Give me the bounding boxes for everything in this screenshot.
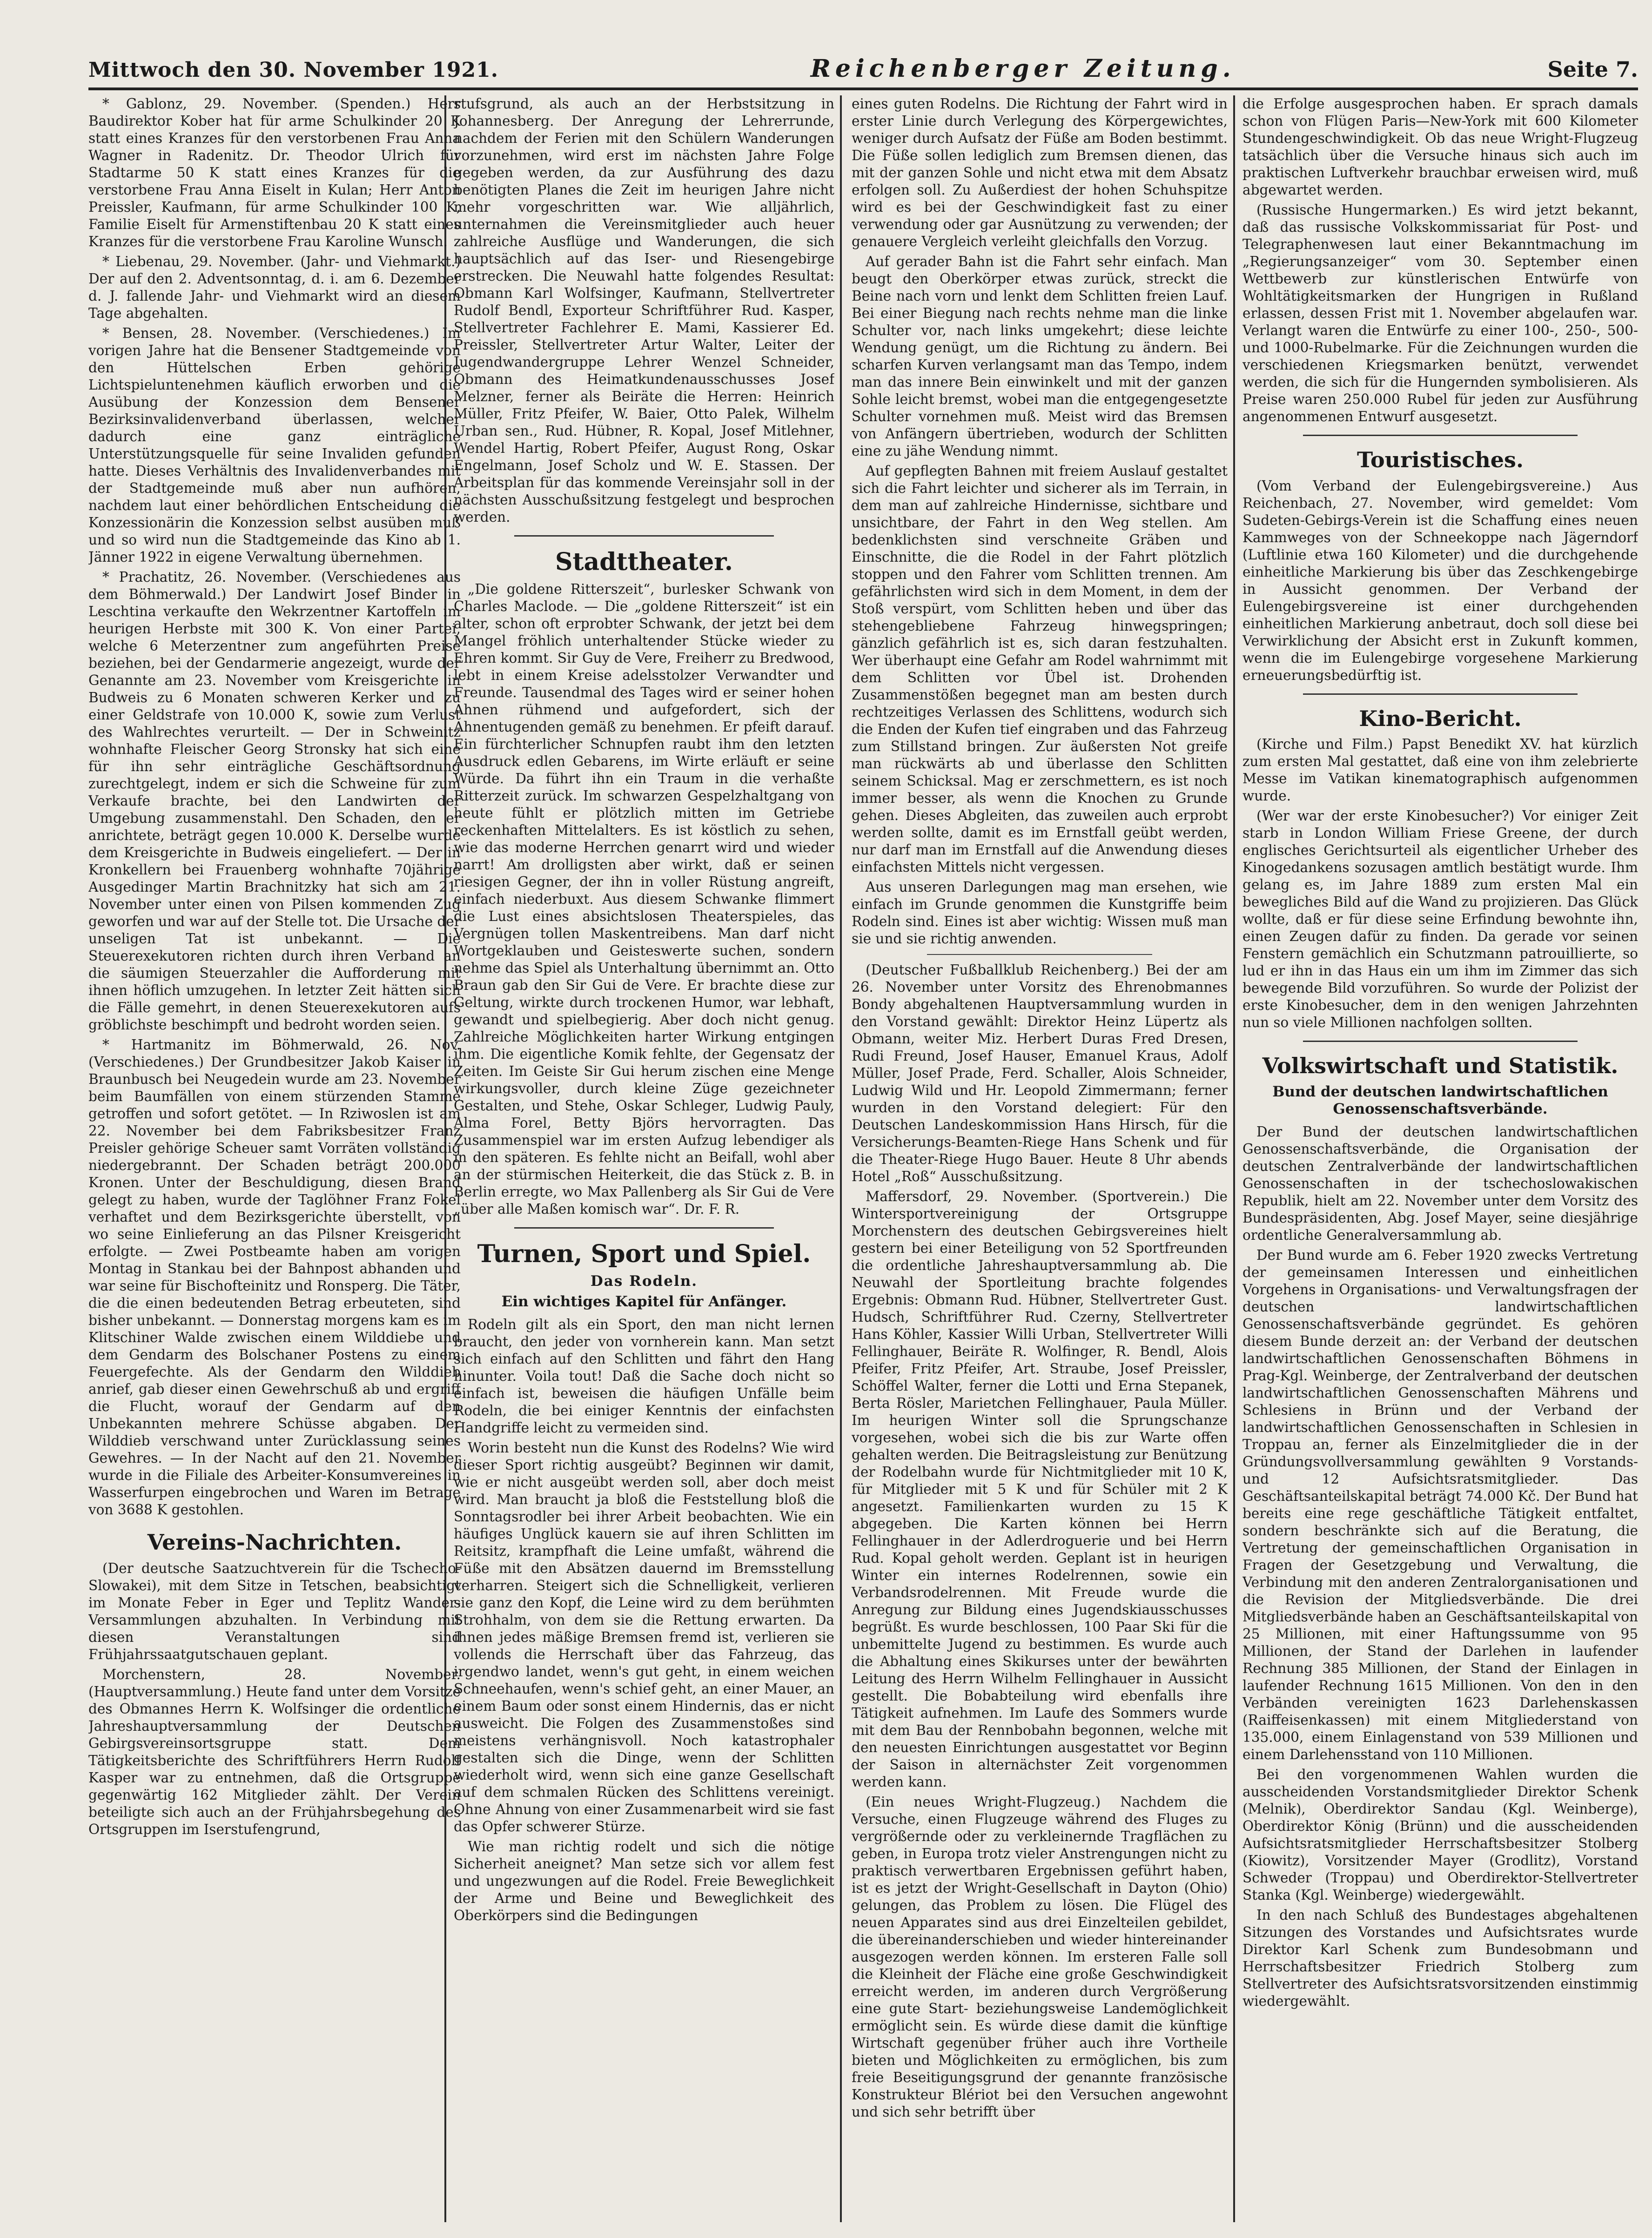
article-prachatitz: * Prachatitz, 26. November. (Verschiedenes aus dem Böhmerwald.) Der Landwirt Josef Binder in Leschtina verkaufte den Wekrzentner Kartoffeln im heurigen Herbste mit 300 K. Von einer Partei, welche 6 Meterzentner zum angeführten Preise beziehen, bei der Gendarmerie angezeigt, wurde der Genannte am 23. November vom Kreisgerichte in Budweis zu 6 Monaten schweren Kerker und zu einer Geldstrafe von 10.000 K, sowie zum Verlust des Wahlrechtes verurteilt. — Der in Schweinitz wohnhafte Fleischer Georg Stronsky hat sich eine für ihn sehr einträgliche Geschäftsordnung zurechtgelegt, indem er sich die Schweine für zum Verkaufe brachte, bei den Landwirten der Umgebung zusammenstahl. Den Schaden, den er anrichtete, beträgt gegen 10.000 K. Derselbe wurde dem Kreisgerichte in Budweis eingeliefert. — Der in Kronkellern bei Frauenberg wohnhafte 70jährige Ausgedinger Martin Brachnitzky hat sich am 21. November unter einen von Pilsen kommenden Zug geworfen und war auf der Stelle tot. Die Ursache der unseligen Tat ist unbekannt. — Die Steuerexekutoren richten durch ihren Verband an die säumigen Steuerzahler die Aufforderung mit ihnen höflich umzugehen. In letzter Zeit hätten sich die Fälle gemehrt, in denen Steuerexekutoren aufs gröblichste beschimpft und bedroht worden seien. (88, 569, 461, 1033)
article-rodeln-p1: Rodeln gilt als ein Sport, den man nicht lernen braucht, den jeder von vornherein kann. Man setzt sich einfach auf den Schlitten und fährt den Hang hinunter. Voila tout! Daß die Sache doch nicht so einfach ist, beweisen die häufigen Unfälle beim Rodeln, die bei einiger Kenntnis der einfachsten Handgriffe leicht zu vermeiden sind. (454, 1316, 834, 1436)
article-eulengebirge: (Vom Verband der Eulengebirgsvereine.) Aus Reichenbach, 27. November, wird gemeldet: Vom Sudeten-Gebirgs-Verein ist die Schaffung eines neuen Kammweges von der Schneekoppe nach Jägerndorf (Luftlinie etwa 160 Kilometer) und die durchgehende einheitliche Markierung bis über das Zeschkengebirge in Aussicht genommen. Der Verband der Eulengebirgsvereine ist einer durchgehenden einheitlichen Markierung anbetraut, doch soll diese bei Verwirklichung der Absicht erst in Zukunft kommen, wenn die im Eulengebirge vorgesehene Markierung erneuerungsbedürftig ist. (1242, 477, 1638, 683)
article-rodeln-p6: Aus unseren Darlegungen mag man ersehen, wie einfach im Grunde genommen die Kunstgriffe beim Rodeln sind. Eines ist aber wichtig: Wissen muß man sie und sie richtig anwenden. (852, 879, 1228, 947)
section-heading-kino: Kino-Bericht. (1359, 706, 1522, 731)
section-heading-vereins: Vereins-Nachrichten. (147, 1530, 402, 1555)
article-saatzuchtverein: (Der deutsche Saatzuchtverein für die Tschecho-Slowakei), mit dem Sitze in Tetschen, beabsichtigt im Monate Feber in Eger und Teplitz Wander-Versammlungen abzuhalten. In Verbindung mit diesen Veranstaltungen sind Frühjahrssaatgutschauen geplant. (88, 1560, 461, 1662)
column-2 (454, 95, 834, 2218)
article-bund-p4: In den nach Schluß des Bundestages abgehaltenen Sitzungen des Vorstandes und Aufsichtsrates wurde Direktor Karl Schenk zum Bundesobmann und Herrschaftsbesitzer Friedrich Stolberg zum Stellvertreter des Aufsichtsratsvorsitzenden einstimmig wiedergewählt. (1242, 1907, 1638, 2009)
article-bund-p2: Der Bund wurde am 6. Feber 1920 zwecks Vertretung der gemeinsamen Interessen und einheitlichen Vorgehens in Organisations- und Verwaltungsfragen der deutschen landwirtschaftlichen Genossenschaftsverbände gegründet. Es gehören diesem Bunde derzeit an: der Verband der deutschen landwirtschaftlichen Genossenschaften Böhmens in Prag-Kgl. Weinberge, der Zentralverband der deutschen landwirtschaftlichen Genossenschaften Mährens und Schlesiens in Brünn und der Verband der landwirtschaftlichen Genossenschaften in Schlesien in Troppau an, ferner als Einzelmitglieder die in der Gründungsvollversammlung gewählten 9 Vorstands- und 12 Aufsichtsratsmitglieder. Das Geschäftsanteilskapital beträgt 74.000 Kč. Der Bund hat bereits eine rege geschäftliche Tätigkeit entfaltet, sondern beschränkte sich auf die Beratung, die Vertretung der gemeinschaftlichen Organisation in Fragen der Gesetzgebung und Verwaltung, die Verbindung mit den anderen Zentralorganisationen und die Revision der Mitgliedsverbände. Die drei Mitgliedsverbände haben an Geschäftsanteilskapital von 25 Millionen, mit einer Haftungssumme von 95 Millionen, der Stand der Darlehen in laufender Rechnung 385 Millionen, der Stand der Einlagen in laufender Rechnung 1615 Millionen. Von den in den Verbänden vereinigten 1623 Darlehenskassen (Raiffeisenkassen) mit einem Mitgliederstand von 135.000, einem Einlagenstand von 539 Millionen und einem Darlehensstand von 110 Millionen. (1242, 1247, 1638, 1763)
article-liebenau: * Liebenau, 29. November. (Jahr- und Viehmarkt.) Der auf den 2. Adventsonntag, d. i. am 6. Dezember d. J. fallende Jahr- und Viehmarkt wird an diesem Tage abgehalten. (88, 254, 461, 321)
column-rule (840, 95, 842, 2222)
article-rodeln-cont: eines guten Rodelns. Die Richtung der Fahrt wird in erster Linie durch Verlegung des Körpergewichtes, weniger durch Aufsatz der Füße am Boden bestimmt. Die Füße sollen lediglich zum Bremsen dienen, das mit der ganzen Sohle und nicht etwa mit dem Absatz erfolgen soll. Zu Außerdiest der hohen Schuhspitze wird es bei der Geschwindigkeit fast zu einer verwendung oder gar Ausnützung zu verwenden; der genauere Vergleich verleiht gleichfalls den Vorzug. (852, 96, 1228, 249)
divider (927, 954, 1153, 955)
article-gablonz: * Gablonz, 29. November. (Spenden.) Herr Baudirektor Kober hat für arme Schulkinder 20 K statt eines Kranzes für den verstorbenen Frau Anna Wagner in Radenitz. Dr. Theodor Ulrich für Stadtarme 50 K statt eines Kranzes für die verstorbene Frau Anna Eiselt in Kulan; Herr Anton Preissler, Kaufmann, für arme Schulkinder 100 K, Familie Eiselt für Armenstiftenbau 20 K statt eines Kranzes für die verstorbene Frau Karoline Wunsch. (88, 96, 461, 249)
newspaper-title: Reichenberger Zeitung. (810, 54, 1236, 83)
section-heading-sport: Turnen, Sport und Spiel. (477, 1240, 811, 1269)
page-number: Seite 7. (1547, 57, 1638, 82)
article-rodeln-p5: Auf gepflegten Bahnen mit freiem Auslauf gestaltet sich die Fahrt leichter und sicherer als im Terrain, in dem man auf zahlreiche Hindernisse, sichtbare und unsichtbare, der Fahrt in den Weg stellen. Am bedenklichsten sind verschneite Gräben und Einschnitte, die die Rodel in der Fahrt plötzlich stoppen und den Fahrer vom Schlitten trennen. Am gefährlichsten wird sich in dem Moment, in dem der Stoß verspürt, vom Schlitten heben und über das stehengebliebene Fahrzeug hinwegspringen; gänzlich gefährlich ist es, sich daran festzuhalten. Wer überhaupt eine Gefahr am Rodel wahrnimmt mit dem Schlitten vor Übel ist. Drohenden Zusammenstößen begegnet man am besten durch rechtzeitiges Verlassen des Schlittens, wodurch sich die Enden der Kufen tief eingraben und das Fahrzeug zum Stillstand bringen. Zur äußersten Not greife man rückwärts ab und überlasse den Schlitten seinem Schicksal. Mag er zerschmettern, es ist noch immer besser, als wenn die Knochen zu Grunde gehen. Dieses Abgleiten, das zuweilen auch erprobt werden sollte, damit es im Ernstfall geübt werden, nur darf man im Ernstfall auf die Anwendung dieses einfachsten Mittels nicht vergessen. (852, 463, 1228, 875)
article-hungermarken: (Russische Hungermarken.) Es wird jetzt bekannt, daß das russische Volkskommissariat für Post- und Telegraphenwesen laut einer Bekanntmachung im „Regierungsanzeiger“ vom 30. September einen Wettbewerb zur künstlerischen Entwürfe von Wohltätigkeitsmarken der Hungrigen in Rußland erlassen, dessen Frist mit 1. November abgelaufen war. Verlangt waren die Entwürfe zu einer 100-, 250-, 500- und 1000-Rubelmarke. Für die Zeichnungen wurden die verschiedenen Kriegsmarken benützt, verwendet werden, die sich für die Hungernden symbolisieren. Als Preise waren 250.000 Rubel für jeden zur Ausführung angenommenen Entwurf ausgesetzt. (1242, 202, 1638, 424)
article-bund-p3: Bei den vorgenommenen Wahlen wurden die ausscheidenden Vorstandsmitglieder Direktor Schenk (Melnik), Oberdirektor Sandau (Kgl. Weinberge), Oberdirektor König (Brünn) und die ausscheidenden Aufsichtsratsmitglieder Herrschaftsbesitzer Stolberg (Kiowitz), Vorsitzender Mayer (Grodlitz), Vorstand Schweder (Troppau) und Oberdirektor-Stellvertreter Stanka (Kgl. Weinberge) wiedergewählt. (1242, 1767, 1638, 1903)
article-title-rodeln: Das Rodeln. (590, 1273, 698, 1290)
article-title-bund: Bund der deutschen landwirtschaftlichen Genossenschaftsverbände. (1272, 1083, 1608, 1117)
article-bensen: * Bensen, 28. November. (Verschiedenes.) Im vorigen Jahre hat die Bensener Stadtgemeinde von den Hüttelschen Erben gehörige Lichtspieluntenehmen käuflich erworben und die Ausübung der Konzession dem Bensener Bezirksinvalidenverband überlassen, welcher dadurch eine ganz einträgliche Unterstützungsquelle für seine Invaliden gefunden hatte. Dieses Verhältnis des Invalidenverbandes mit der Stadtgemeinde muß aber nun aufhören, nachdem laut einer behördlichen Entscheidung die Konzessionärin die Konzession selbst ausüben muß und so wird nun die Stadtgemeinde das Kino ab 1. Jänner 1922 in eigene Verwaltung übernehmen. (88, 325, 461, 565)
article-hartmanitz: * Hartmanitz im Böhmerwald, 26. Nov. (Verschiedenes.) Der Grundbesitzer Jakob Kaiser in Braunbusch bei Neugedein wurde am 23. November beim Baumfällen von einem stürzenden Stamme getroffen und sofort getötet. — In Rziwoslen ist am 22. November bei dem Fabriksbesitzer Franz Preisler gehörige Scheuer samt Vorräten vollständig niedergebrannt. Der Schaden beträgt 200.000 Kronen. Unter der Beschuldigung, diesen Brand gelegt zu haben, wurde der Taglöhner Franz Fokel verhaftet und dem Bezirksgerichte überstellt, von wo seine Einlieferung an das Pilsner Kreisgericht erfolgte. — Zwei Postbeamte haben am vorigen Montag in Stankau bei der Bahnpost abhanden und war seine für Bischofteinitz und Ronsperg. Die Täter, die die einen bedeutenden Betrag erbeuteten, sind bisher unbekannt. — Donnerstag morgens kam es im Klitschiner Walde zwischen einem Wilddiebe und dem Gendarm des Bolschaner Postens zu einem Feuergefechte. Als der Gendarm den Wilddieb anrief, gab dieser einen Gewehrschuß ab und ergriff die Flucht, worauf der Gendarm auf den Unbekannten mehrere Schüsse abgaben. Der Wilddieb verschwand unter Zurücklassung seines Gewehres. — In der Nacht auf den 21. November wurde in die Filiale des Arbeiter-Konsumvereines in Wasserfurpen eingebrochen und Waren im Betrage von 3688 K gestohlen. (88, 1037, 461, 1518)
article-gebirgsverein-cont: stufsgrund, als auch an der Herbstsitzung in Johannesberg. Der Anregung der Lehrerrunde, nachdem der Ferien mit den Schülern Wanderungen vorzunehmen, wird erst im nächsten Jahre Folge gegeben werden, da zur Ausführung des dazu benötigten Planes die Zeit im heurigen Jahre nicht mehr vorgeschritten war. Wie alljährlich, unternahmen die Vereinsmitglieder auch heuer zahlreiche Ausflüge und Wanderungen, die sich hauptsächlich auf das Iser- und Riesengebirge erstrecken. Die Neuwahl hatte folgendes Resultat: Obmann Karl Wolfsinger, Kaufmann, Stellvertreter Rudolf Bendl, Exporteur Schriftführer Rud. Kasper, Stellvertreter Fachlehrer E. Mami, Kassierer Ed. Preissler, Stellvertreter Artur Walter, Leiter der Jugendwandergruppe Lehrer Wenzel Schneider, Obmann des Heimatkundenausschusses Josef Melzner, ferner als Beiräte die Herren: Heinrich Müller, Fritz Pfeifer, W. Baier, Otto Palek, Wilhelm Urban sen., Rud. Hübner, R. Kopal, Josef Mitlehner, Wendel Hartig, Robert Pfeifer, August Rong, Oskar Engelmann, Josef Scholz und W. E. Stassen. Der Arbeitsplan für das kommende Vereinsjahr soll in der nächsten Ausschußsitzung festgelegt und besprochen werden. (454, 96, 834, 525)
article-rodeln-p4: Auf gerader Bahn ist die Fahrt sehr einfach. Man beugt den Oberkörper etwas zurück, streckt die Beine nach vorn und lenkt dem Schlitten freien Lauf. Bei einer Biegung nach rechts nehme man die linke Schulter vor, nach links umgekehrt; diese leichte Wendung genügt, um die Richtung zu ändern. Bei scharfen Kurven verlangsamt man das Tempo, indem man das innere Bein einwinkelt und mit der ganzen Sohle leicht bremst, wobei man die entgegengesetzte Schulter vornehmen muß. Meist wird das Bremsen von Anfängern übertrieben, wodurch der Schlitten eine zu jähe Wendung nimmt. (852, 254, 1228, 459)
article-kinobesucher: (Wer war der erste Kinobesucher?) Vor einiger Zeit starb in London William Friese Greene, der durch englisches Gerichtsurteil als eigentlicher Urheber des Kinogedankens sozusagen amtlich bestätigt wurde. Ihm gelang es, im Jahre 1889 zum ersten Mal ein bewegliches Bild auf die Wand zu projizieren. Das Glück wollte, daß er für diese seine Erfindung bewohnte ihn, einen Zeugen dafür zu finden. Da gerade vor seinen Fenstern gemächlich ein Schutzmann patrouillierte, so lud er ihn in das Haus ein um ihm im Zimmer das sich bewegende Bild vorzuführen. So wurde der Polizist der erste Kinobesucher, dem in den wenigen Jahrzehnten nun so viele Millionen nachfolgen sollten. (1242, 808, 1638, 1031)
article-morchenstern: Morchenstern, 28. November. (Hauptversammlung.) Heute fand unter dem Vorsitze des Obmannes Herrn K. Wolfsinger die ordentliche Jahreshauptversammlung der Deutschen Gebirgsvereinsortsgruppe statt. Dem Tätigkeitsberichte des Schriftführers Herrn Rudolf Kasper war zu entnehmen, daß die Ortsgruppe gegenwärtig 162 Mitglieder zählt. Der Verein beteiligte sich auch an der Frühjahrsbegehung des Ortsgruppen im Iserstufengrund, (88, 1666, 461, 1837)
article-wright-flugzeug: (Ein neues Wright-Flugzeug.) Nachdem die Versuche, einen Flugzeuge während des Fluges zu vergrößernde oder zu verkleinernde Tragflächen zu geben, in Europa trotz vieler Anstrengungen nicht zu praktisch verwertbaren Ergebnissen geführt haben, ist es jetzt der Wright-Gesellschaft in Dayton (Ohio) gelungen, das Problem zu lösen. Die Flügel des neuen Apparates sind aus drei Einzelteilen gebildet, die übereinanderschieben und wieder hintereinander ausgezogen werden können. Im ersteren Falle soll die Kleinheit der Fläche eine große Geschwindigkeit erreicht werden, im anderen durch Vergrößerung eine gute Start- beziehungsweise Landemöglichkeit ermöglicht sein. Es würde diese damit die künftige Wirtschaft gegenüber früher auch ihre Vortheile bieten und Möglichkeiten zu ermöglichen, bis zum freie Beseitigungsgrund der genannte französische Konstrukteur Blériot bei den Versuchen angewohnt und sich sehr betrifft über (852, 1794, 1228, 2120)
masthead (88, 43, 1638, 90)
section-heading-stadttheater: Stadttheater. (555, 548, 733, 576)
article-bund-p1: Der Bund der deutschen landwirtschaftlichen Genossenschaftsverbände, die Organisation der deutschen Zentralverbände der landwirtschaftlichen Genossenschaften in der tschechoslowakischen Republik, hielt am 22. November unter dem Vorsitz des Bundespräsidenten, Abg. Josef Mayer, seine diesjährige ordentliche Generalversammlung ab. (1242, 1124, 1638, 1243)
article-maffersdorf: Maffersdorf, 29. November. (Sportverein.) Die Wintersportvereinigung der Ortsgruppe Morchenstern des deutschen Gebirgsvereines hielt gestern bei einer Beteiligung von 52 Sportfreunden die ordentliche Jahreshauptversammlung ab. Die Neuwahl der Sportleitung brachte folgendes Ergebnis: Obmann Rud. Hübner, Stellvertreter Gust. Hudsch, Schriftführer Rud. Czerny, Stellvertreter Hans Köhler, Kassier Willi Urban, Stellvertreter Willi Fellinghauer, Beiräte R. Wolfinger, R. Bendl, Alois Pfeifer, Fritz Pfeifer, Art. Straube, Josef Preissler, Schöffel Walter, ferner die Lotti und Erna Stepanek, Berta Rösler, Marietchen Fellinghauer, Paula Müller. Im heurigen Winter soll die Sprungschanze vorgesehen, wobei sich die bis zur Warte offen gehalten werden. Die Beitragsleistung zur Benützung der Rodelbahn wurde für Nichtmitglieder mit 10 K, für Mitglieder mit 5 K und für Schüler mit 2 K angesetzt. Familienkarten wurden zu 15 K abgegeben. Die Karten können bei Herrn Fellinghauer in der Adlerdroguerie und bei Herrn Rud. Kopal geholt werden. Geplant ist in heurigen Winter ein internes Rodelrennen, sowie ein Verbandsrodelrennen. Mit Freude wurde die Anregung zur Bildung eines Jugendskiausschusses begrüßt. Es wurde beschlossen, 100 Paar Ski für die unbemittelte Jugend zu bestimmen. Es wurde auch die Abhaltung eines Skikurses unter der bewährten Leitung des Herrn Wilhelm Fellinghauer in Aussicht gestellt. Die Bobabteilung wird ebenfalls ihre Tätigkeit aufnehmen. Im Laufe des Sommers wurde mit dem Bau der Rennbobahn begonnen, welche mit den neuesten Einrichtungen ausgestattet vor Beginn der Saison in alternächster Zeit vorgenommen werden kann. (852, 1189, 1228, 1790)
divider (514, 1227, 774, 1229)
column-3 (852, 95, 1228, 2218)
divider (514, 535, 774, 537)
article-rodeln-p3: Wie man richtig rodelt und sich die nötige Sicherheit aneignet? Man setze sich vor allem fest und ungezwungen auf die Rodel. Freie Beweglichkeit der Arme und Beine und Beweglichkeit des Oberkörpers sind die Bedingungen (454, 1838, 834, 1923)
divider (1303, 693, 1578, 695)
article-theater-review: „Die goldene Ritterszeit“, burlesker Schwank von Charles Maclode. — Die „goldene Ritterszeit“ ist ein alter, schon oft erprobter Schwank, der jetzt bei dem Mangel fröhlich unterhaltender Stücke wieder zu Ehren kommt. Sir Guy de Vere, Freiherr zu Bredwood, lebt in einem Kreise adelsstolzer Verwandter und Freunde. Tausendmal des Tages wird er seiner hohen Ahnen rühmend und aufgefordert, sich der Ahnentugenden gemäß zu benehmen. Er pfeift darauf. Ein fürchterlicher Schnupfen raubt ihm den letzten Ausdruck edlen Gebarens, im Wirte erläuft er seine Würde. Da führt ihn ein Traum in die verhaßte Ritterzeit zurück. Im schwarzen Gespelzhaltgang von heute fühlt er plötzlich mitten im Getriebe reckenhaften Mittelalters. Es ist köstlich zu sehen, wie das moderne Herrchen genarrt wird und wieder narrt! Am drolligsten aber wirkt, daß er seinen riesigen Gegner, der ihn in voller Rüstung angreift, einfach niederbuxt. Aus diesem Schwanke flimmert die Lust eines absichtslosen Theaterspieles, das Vergnügen tollen Maskentreibens. Man darf nicht Wortgeklauben und Geisteswerte suchen, sondern nehme das Spiel als Unterhaltung übernimmt an. Otto Braun gab den Sir Gui de Vere. Er brachte diese zur Geltung, wirkte durch trockenen Humor, war lebhaft, gewandt und spielbegierig. Aber doch nicht genug. Zahlreiche Möglichkeiten harter Wirkung entgingen ihm. Die eigentliche Komik fehlte, der Gegensatz der Zeiten. Im Geiste Sir Gui herum zischen eine Menge wirkungsvoller, durch kleine Züge gezeichneter Gestalten, und Stehe, Oskar Schleger, Ludwig Pauly, Alma Forel, Betty Björs hervorragten. Das Zusammenspiel war im ersten Aufzug lebendiger als in den späteren. Es fehlte nicht an Beifall, wohl aber an der stürmischen Heiterkeit, die das Stück z. B. in Berlin erregte, wo Max Pallenberg als Sir Gui de Vere „über alle Maßen komisch war“. Dr. F. R. (454, 581, 834, 1217)
issue-date: Mittwoch den 30. November 1921. (88, 58, 499, 82)
article-rodeln-p2: Worin besteht nun die Kunst des Rodelns? Wie wird dieser Sport richtig ausgeübt? Beginnen wir damit, wie er nicht ausgeübt werden soll, aber doch meist wird. Man braucht ja bloß die Feststellung bloß die Sonntagsrodler bei ihrer Arbeit beobachten. Wie ein häufiges Unglück kauern sie auf ihren Schlitten im Reitsitz, krampfhaft die Leine umfaßt, während die Füße mit den Absätzen dauernd im Bremsstellung verharren. Steigert sich die Schnelligkeit, verlieren sie ganz den Kopf, die Leine wird zu dem berühmten Strohhalm, von dem sie die Rettung erwarten. Da ihnen jedes mäßige Bremsen fremd ist, verlieren sie vollends die Herrschaft über das Fahrzeug, das irgendwo landet, wenn's gut geht, in einem weichen Schneehaufen, wenn's schief geht, an einer Mauer, an einem Baum oder sonst einem Hindernis, das er nicht ausweicht. Die Folgen des Zusammenstoßes sind meistens verhängnisvoll. Noch katastrophaler gestalten sich die Dinge, wenn der Schlitten wiederholt wird, wenn sich eine ganze Gesellschaft auf dem schmalen Rücken des Schlittens vereinigt. Ohne Ahnung von einer Zusammenarbeit wird sie fast das Opfer schwerer Stürze. (454, 1439, 834, 1835)
divider (1303, 1041, 1578, 1042)
section-heading-volkswirtschaft: Volkswirtschaft und Statistik. (1262, 1053, 1618, 1079)
column-rule (1233, 95, 1235, 2222)
article-kirche-film: (Kirche und Film.) Papst Benedikt XV. hat kürzlich zum ersten Mal gestattet, daß eine von ihm zelebrierte Messe im Vatikan kinematographisch aufgenommen wurde. (1242, 736, 1638, 804)
article-subtitle-rodeln: Ein wichtiges Kapitel für Anfänger. (501, 1293, 787, 1310)
column-4 (1242, 95, 1638, 2218)
article-wright-cont: die Erfolge ausgesprochen haben. Er sprach damals schon von Flügen Paris—New-York mit 600 Kilometer Stundengeschwindigkeit. Ob das neue Wright-Flugzeug tatsächlich über die Versuche hinaus sich auch im praktischen Luftverkehr brauchbar erweisen wird, muß abgewartet werden. (1242, 96, 1638, 198)
section-heading-touristisches: Touristisches. (1357, 447, 1524, 472)
column-1 (88, 95, 461, 2218)
article-fussballklub: (Deutscher Fußballklub Reichenberg.) Bei der am 26. November unter Vorsitz des Ehrenobmannes Bondy abgehaltenen Hauptversammlung wurden in den Vorstand gewählt: Direktor Heinz Lüpertz als Obmann, weiter Miz. Herbert Duras Fred Dresen, Rudi Freund, Josef Hauser, Emanuel Kraus, Adolf Müller, Josef Prade, Ferd. Schaller, Alois Schneider, Ludwig Wild und Hr. Leopold Zimmermann; ferner wurden in den Vorstand delegiert: Für den Deutschen Landeskommission Hans Hirsch, für die Versicherungs-Beamten-Riege Hans Schenk und für die Theater-Riege Hugo Bauer. Heute 8 Uhr abends Hotel „Roß“ Ausschußsitzung. (852, 962, 1228, 1184)
divider (1303, 435, 1578, 436)
